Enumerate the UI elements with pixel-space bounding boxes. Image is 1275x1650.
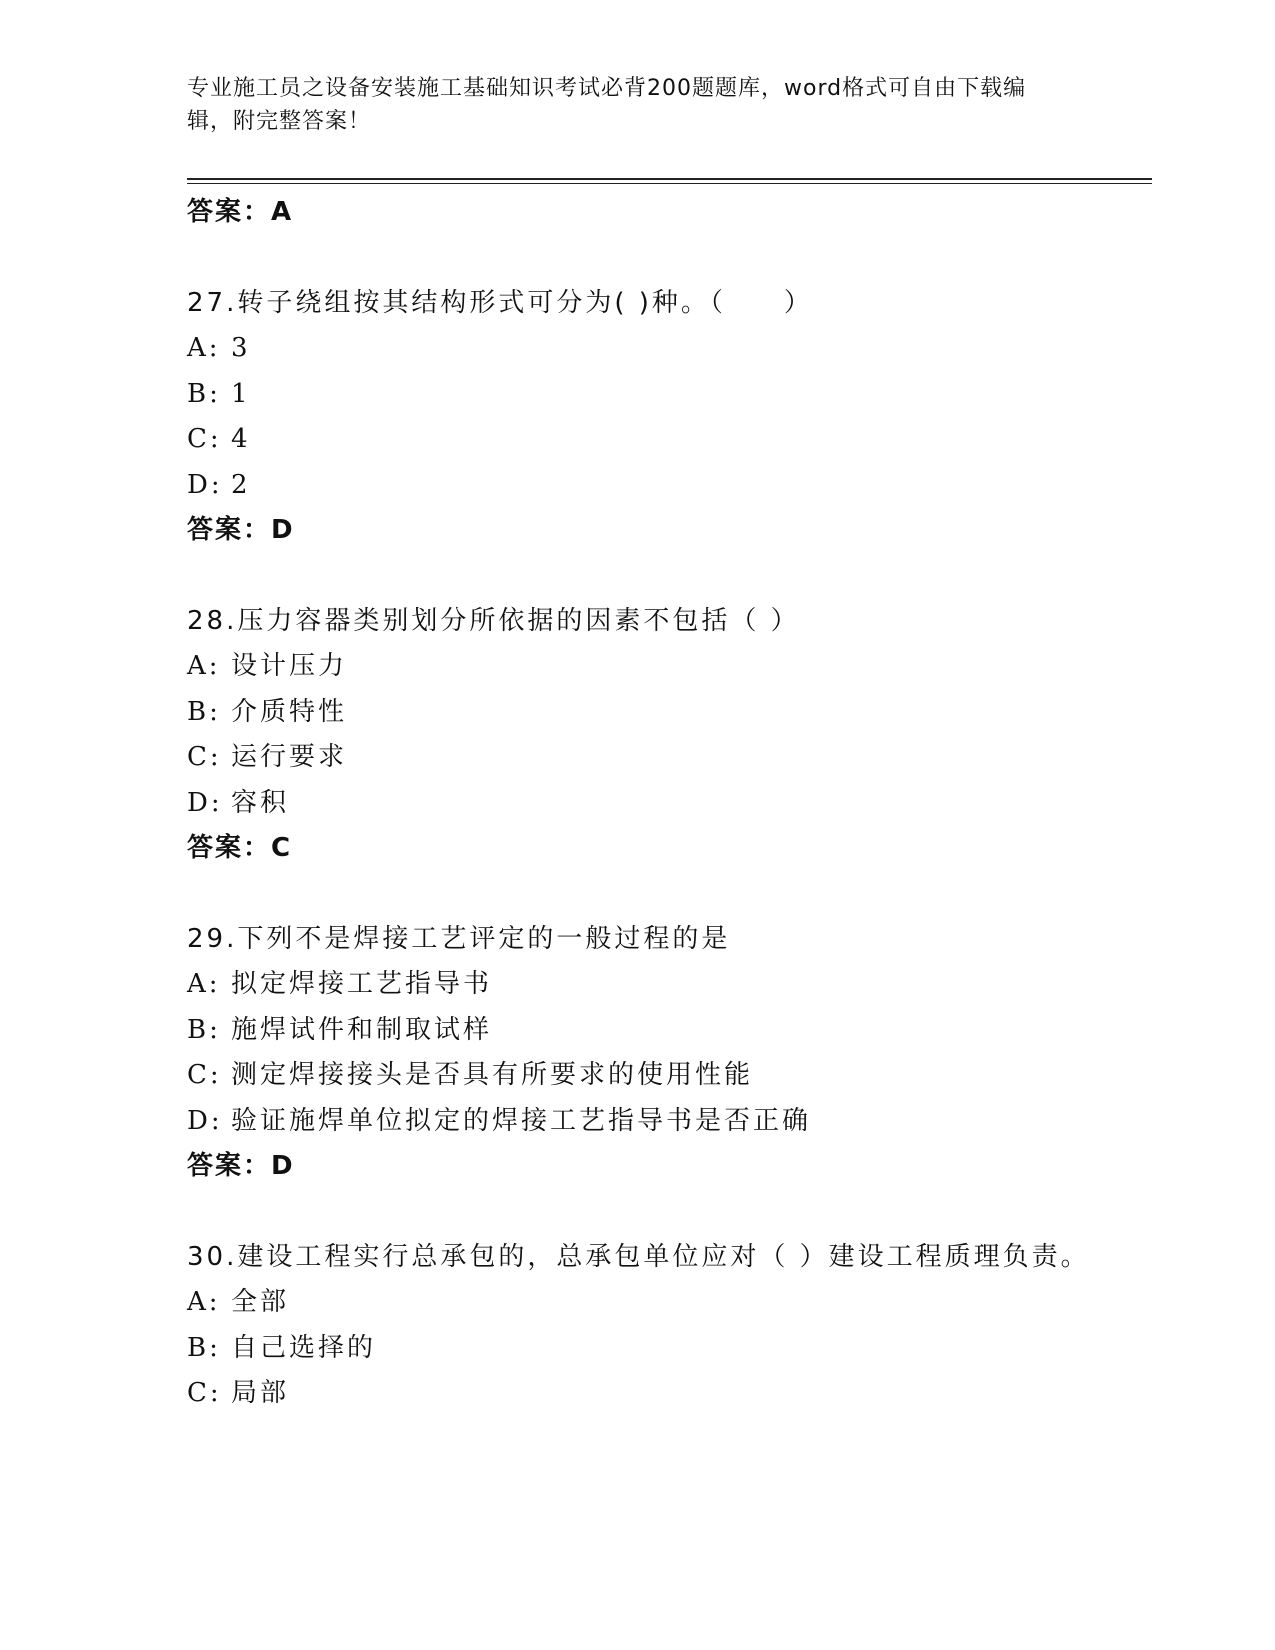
question-list	[187, 190, 1107, 1417]
option-text: 3	[231, 333, 251, 363]
option-c	[187, 1371, 1107, 1417]
option-text: 全部	[231, 1287, 290, 1317]
question-text: 29.下列不是焊接工艺评定的一般过程的是	[187, 923, 731, 954]
option-key: D:	[187, 787, 223, 818]
question-text: 27.转子绕组按其结构形式可分为( )种。（ ）	[187, 287, 813, 318]
option-key: C:	[187, 424, 222, 454]
option-key: C:	[187, 742, 222, 772]
option-d	[187, 1099, 1107, 1145]
option-b	[187, 690, 1107, 736]
option-key: D:	[187, 1105, 223, 1136]
option-text: 设计压力	[231, 651, 348, 681]
option-c	[187, 1053, 1107, 1099]
option-b	[187, 1326, 1107, 1372]
option-d	[187, 463, 1107, 509]
option-text: 4	[231, 424, 251, 454]
question-text: 30.建设工程实行总承包的，总承包单位应对（ ）建设工程质理负责。	[187, 1241, 1090, 1272]
option-text: 介质特性	[231, 696, 348, 727]
option-a	[187, 1280, 1107, 1326]
answer-line: 答案：D	[187, 1151, 295, 1181]
option-key: D:	[187, 469, 223, 500]
option-a	[187, 326, 1107, 372]
option-a	[187, 644, 1107, 690]
option-key: B:	[187, 1332, 221, 1363]
option-text: 2	[231, 469, 251, 500]
option-text: 1	[231, 378, 251, 409]
option-text: 拟定焊接工艺指导书	[231, 969, 493, 999]
option-b	[187, 372, 1107, 418]
option-key: B:	[187, 378, 221, 409]
answer-line: 答案：A	[187, 197, 294, 227]
page-header: 专业施工员之设备安装施工基础知识考试必背200题题库，word格式可自由下载编辑，附完整答案！	[187, 76, 1027, 134]
header-divider-thin	[187, 183, 1152, 184]
option-text: 测定焊接接头是否具有所要求的使用性能	[231, 1060, 754, 1090]
question-text: 28.压力容器类别划分所依据的因素不包括（ ）	[187, 605, 800, 636]
question-27	[187, 281, 1107, 554]
option-text: 运行要求	[231, 742, 348, 772]
option-a	[187, 962, 1107, 1008]
option-key: A:	[187, 651, 221, 681]
option-key: A:	[187, 1287, 221, 1317]
option-c	[187, 417, 1107, 463]
option-text: 自己选择的	[231, 1332, 377, 1363]
option-key: C:	[187, 1378, 222, 1408]
option-text: 局部	[231, 1378, 290, 1408]
option-text: 验证施焊单位拟定的焊接工艺指导书是否正确	[231, 1105, 812, 1136]
question-29	[187, 917, 1107, 1190]
option-key: B:	[187, 1014, 221, 1045]
option-key: B:	[187, 696, 221, 727]
question-28	[187, 599, 1107, 872]
question-30	[187, 1235, 1107, 1417]
option-text: 容积	[231, 787, 290, 818]
option-d	[187, 781, 1107, 827]
header-divider-thick	[187, 178, 1152, 180]
option-key: A:	[187, 333, 221, 363]
option-key: A:	[187, 969, 221, 999]
answer-line: 答案：C	[187, 833, 293, 863]
option-c	[187, 735, 1107, 781]
option-text: 施焊试件和制取试样	[231, 1014, 493, 1045]
answer-line: 答案：D	[187, 515, 295, 545]
option-key: C:	[187, 1060, 222, 1090]
option-b	[187, 1008, 1107, 1054]
